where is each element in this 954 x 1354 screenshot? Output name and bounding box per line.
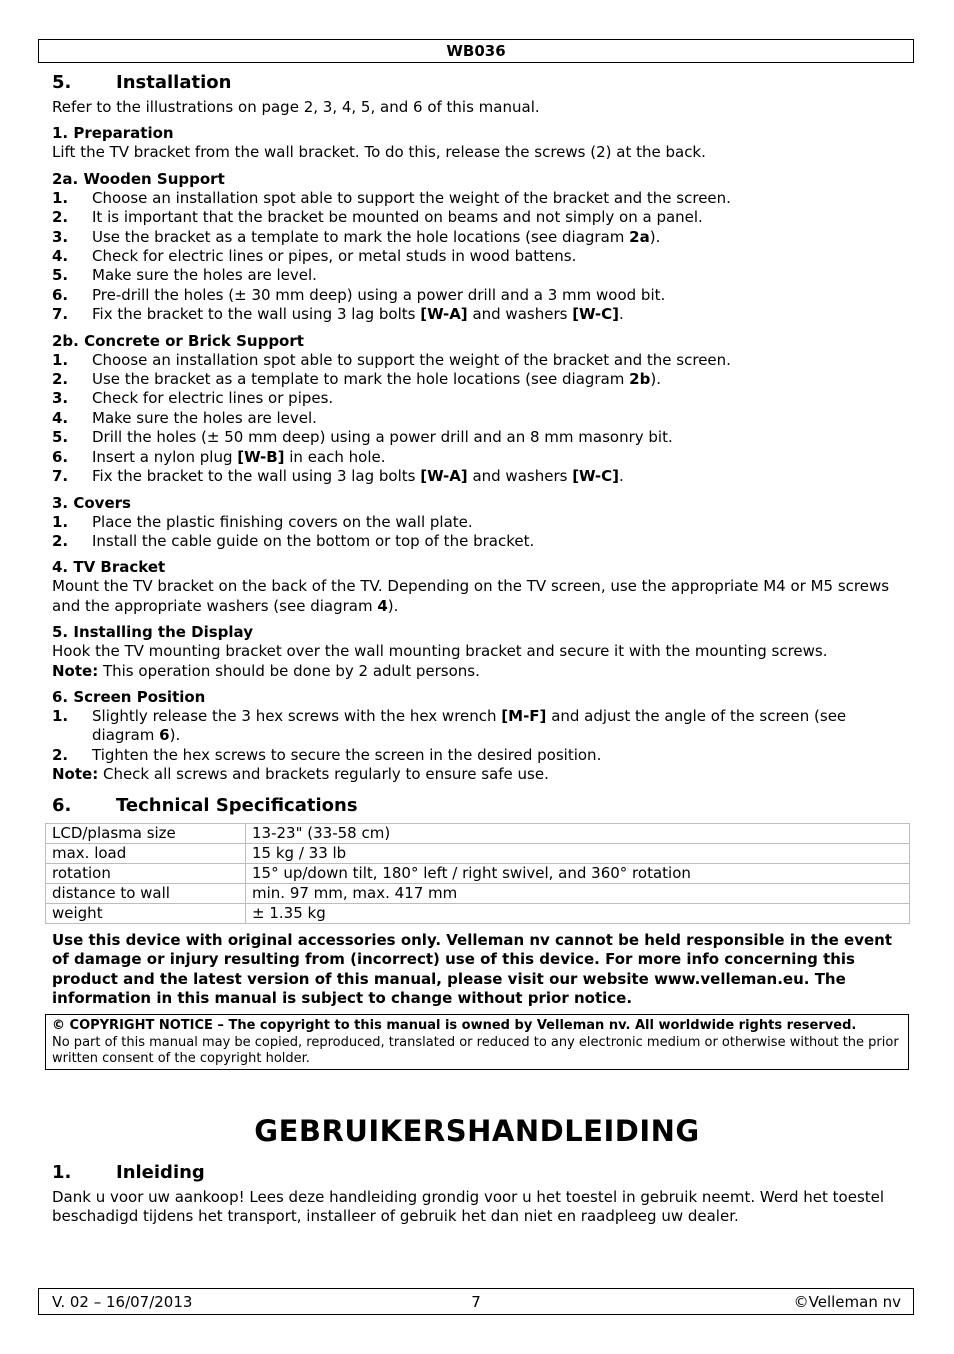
list-number: 4. xyxy=(52,247,69,266)
section-number: 5. xyxy=(52,72,72,93)
list-number: 1. xyxy=(52,706,69,725)
screen-position-note xyxy=(52,765,912,784)
text-run: Install the cable guide on the bottom or top of the bracket. xyxy=(92,531,535,550)
text-run: Choose an installation spot able to support the weight of the bracket and the screen. xyxy=(92,188,731,207)
bold-reference: 6 xyxy=(159,726,170,745)
section-title: Inleiding xyxy=(116,1162,205,1183)
text-run: Choose an installation spot able to support the weight of the bracket and the screen. xyxy=(92,350,731,369)
footer-copyright: ©Velleman nv xyxy=(793,1293,901,1311)
text-run: Check for electric lines or pipes, or metal studs in wood battens. xyxy=(92,247,577,266)
installing-display-heading: 5. Installing the Display xyxy=(52,623,253,642)
list-number: 2. xyxy=(52,208,69,227)
bold-reference: [W-A] xyxy=(420,467,468,486)
disclaimer: Use this device with original accessories only. Velleman nv cannot be held responsible in the event of damage or injury resulting from (incorrect) use of this device. For more info concerning this product and the latest version of this manual, please visit our website www.velleman.eu. The information in this manual is subject to change without prior notice. xyxy=(52,931,892,1008)
copyright-title: © COPYRIGHT NOTICE – The copyright to this manual is owned by Velleman nv. All worldwide rights reserved. xyxy=(52,1018,857,1033)
list-item xyxy=(52,286,912,305)
text-run: Make sure the holes are level. xyxy=(92,408,317,427)
text-run: Fix the bracket to the wall using 3 lag bolts xyxy=(92,305,421,324)
text-run: . xyxy=(619,305,624,324)
list-text xyxy=(92,428,912,447)
spec-value: min. 97 mm, max. 417 mm xyxy=(246,884,910,904)
list-number: 5. xyxy=(52,428,69,447)
copyright-text: No part of this manual may be copied, reproduced, translated or reduced to any electronic medium or otherwise without the prior written consent of the copyright holder. xyxy=(52,1034,899,1066)
model-number: WB036 xyxy=(446,42,506,60)
section-title: Installation xyxy=(116,72,232,93)
section-5-heading xyxy=(52,70,912,96)
table-row xyxy=(46,884,910,904)
preparation-heading: 1. Preparation xyxy=(52,124,174,143)
copyright-notice xyxy=(45,1014,909,1070)
covers-list xyxy=(52,513,912,552)
dutch-manual-title: GEBRUIKERSHANDLEIDING xyxy=(254,1114,700,1148)
spec-label: rotation xyxy=(46,864,246,884)
table-row xyxy=(46,824,910,844)
text-run: It is important that the bracket be mounted on beams and not simply on a panel. xyxy=(92,208,703,227)
text-run: and washers xyxy=(467,467,573,486)
list-text xyxy=(92,286,912,305)
list-number: 6. xyxy=(52,447,69,466)
version-date: V. 02 – 16/07/2013 xyxy=(52,1293,193,1311)
list-text xyxy=(92,513,912,532)
screen-position-list xyxy=(52,707,912,765)
list-number: 6. xyxy=(52,285,69,304)
list-item xyxy=(52,707,912,746)
note-label: Note: xyxy=(52,661,99,680)
installing-display-text: Hook the TV mounting bracket over the wall mounting bracket and secure it with the mounting screws. xyxy=(52,642,828,661)
bold-reference: [W-A] xyxy=(420,305,468,324)
text-run: and washers xyxy=(467,305,573,324)
list-number: 1. xyxy=(52,350,69,369)
list-item xyxy=(52,189,912,208)
list-text xyxy=(92,247,912,266)
list-text xyxy=(92,189,912,208)
installing-display-note xyxy=(52,662,912,681)
screen-position-heading: 6. Screen Position xyxy=(52,687,206,706)
text-run: ). xyxy=(650,370,661,389)
bold-reference: [W-C] xyxy=(572,305,620,324)
spec-label: max. load xyxy=(46,844,246,864)
list-text xyxy=(92,389,912,408)
list-number: 7. xyxy=(52,467,69,486)
text-run: Check for electric lines or pipes. xyxy=(92,389,334,408)
list-item xyxy=(52,448,912,467)
list-item xyxy=(52,305,912,324)
section-title: Technical Specifications xyxy=(116,794,358,816)
table-row xyxy=(46,904,910,924)
list-text xyxy=(92,370,912,389)
text-run: Place the plastic finishing covers on the wall plate. xyxy=(92,512,473,531)
list-number: 4. xyxy=(52,408,69,427)
list-item xyxy=(52,409,912,428)
list-number: 2. xyxy=(52,370,69,389)
list-text xyxy=(92,305,912,324)
list-text xyxy=(92,448,912,467)
wooden-support-heading: 2a. Wooden Support xyxy=(52,169,225,188)
text-run: ). xyxy=(387,596,399,615)
bold-reference: [M-F] xyxy=(501,706,547,725)
spec-label: weight xyxy=(46,904,246,924)
list-item xyxy=(52,389,912,408)
list-text xyxy=(92,532,912,551)
concrete-support-heading: 2b. Concrete or Brick Support xyxy=(52,331,304,350)
spec-label: LCD/plasma size xyxy=(46,824,246,844)
list-number: 7. xyxy=(52,305,69,324)
list-item xyxy=(52,513,912,532)
section-number: 6. xyxy=(52,794,72,816)
covers-heading: 3. Covers xyxy=(52,493,131,512)
preparation-text: Lift the TV bracket from the wall bracket. To do this, release the screws (2) at the back. xyxy=(52,143,706,162)
list-number: 2. xyxy=(52,531,69,550)
text-run: ). xyxy=(649,227,661,246)
text-run: in each hole. xyxy=(284,447,386,466)
text-run: . xyxy=(619,467,624,486)
list-number: 3. xyxy=(52,389,69,408)
list-item xyxy=(52,247,912,266)
bold-reference: [W-B] xyxy=(237,447,285,466)
list-item xyxy=(52,467,912,486)
text-run: Mount the TV bracket on the back of the TV. Depending on the TV screen, use the appropriate M4 or M5 screws and the appropriate washers (see diagram xyxy=(52,577,890,615)
section-6-heading xyxy=(52,793,912,819)
section-inleiding xyxy=(52,1160,912,1227)
note-label: Note: xyxy=(52,765,99,784)
section-number: 1. xyxy=(52,1162,72,1183)
list-item xyxy=(52,266,912,285)
bold-reference: [W-C] xyxy=(572,467,620,486)
list-item xyxy=(52,228,912,247)
inleiding-text: Dank u voor uw aankoop! Lees deze handleiding grondig voor u het toestel in gebruik neemt. Werd het toestel beschadigd tijdens het transport, installeer of gebruik het dan niet en raadpleeg uw dealer. xyxy=(52,1188,885,1226)
text-run: Insert a nylon plug xyxy=(92,447,238,466)
bold-reference: 2a xyxy=(629,227,650,246)
table-row xyxy=(46,864,910,884)
list-number: 1. xyxy=(52,512,69,531)
list-text xyxy=(92,746,912,765)
spec-value: 13-23" (33-58 cm) xyxy=(246,824,910,844)
list-text xyxy=(92,351,912,370)
tv-bracket-text xyxy=(52,577,912,616)
list-item xyxy=(52,746,912,765)
concrete-support-list xyxy=(52,351,912,487)
page-number: 7 xyxy=(471,1293,481,1311)
note-text: This operation should be done by 2 adult persons. xyxy=(98,661,480,680)
text-run: and adjust the angle of the screen (see diagram xyxy=(92,706,847,745)
list-number: 5. xyxy=(52,266,69,285)
table-row xyxy=(46,844,910,864)
list-number: 1. xyxy=(52,188,69,207)
page-header xyxy=(38,39,914,63)
page-footer xyxy=(38,1288,914,1315)
text-run: Slightly release the 3 hex screws with the hex wrench xyxy=(92,706,502,725)
inleiding-heading xyxy=(52,1160,912,1186)
list-text xyxy=(92,228,912,247)
list-text xyxy=(92,707,912,746)
text-run: Pre-drill the holes (± 30 mm deep) using a power drill and a 3 mm wood bit. xyxy=(92,285,666,304)
spec-table xyxy=(45,823,910,924)
wooden-support-list xyxy=(52,189,912,325)
list-item xyxy=(52,351,912,370)
spec-value: 15 kg / 33 lb xyxy=(246,844,910,864)
list-text xyxy=(92,409,912,428)
tv-bracket-heading: 4. TV Bracket xyxy=(52,558,166,577)
spec-value: 15° up/down tilt, 180° left / right swivel, and 360° rotation xyxy=(246,864,910,884)
intro-text: Refer to the illustrations on page 2, 3, 4, 5, and 6 of this manual. xyxy=(52,98,540,116)
text-run: ). xyxy=(169,726,181,745)
list-item xyxy=(52,532,912,551)
list-item xyxy=(52,208,912,227)
spec-value: ± 1.35 kg xyxy=(246,904,910,924)
list-item xyxy=(52,428,912,447)
text-run: Use the bracket as a template to mark the hole locations (see diagram xyxy=(92,227,630,246)
list-number: 3. xyxy=(52,227,69,246)
list-text xyxy=(92,208,912,227)
list-number: 2. xyxy=(52,745,69,764)
bold-reference: 2b xyxy=(629,370,651,389)
spec-label: distance to wall xyxy=(46,884,246,904)
list-text xyxy=(92,467,912,486)
text-run: Fix the bracket to the wall using 3 lag bolts xyxy=(92,467,421,486)
text-run: Drill the holes (± 50 mm deep) using a power drill and an 8 mm masonry bit. xyxy=(92,428,673,447)
section-installation xyxy=(52,70,912,819)
list-item xyxy=(52,370,912,389)
text-run: Tighten the hex screws to secure the screen in the desired position. xyxy=(92,745,602,764)
note-text: Check all screws and brackets regularly to ensure safe use. xyxy=(98,765,549,784)
text-run: Make sure the holes are level. xyxy=(92,266,317,285)
list-text xyxy=(92,266,912,285)
text-run: Use the bracket as a template to mark the hole locations (see diagram xyxy=(92,370,630,389)
bold-reference: 4 xyxy=(377,596,388,615)
